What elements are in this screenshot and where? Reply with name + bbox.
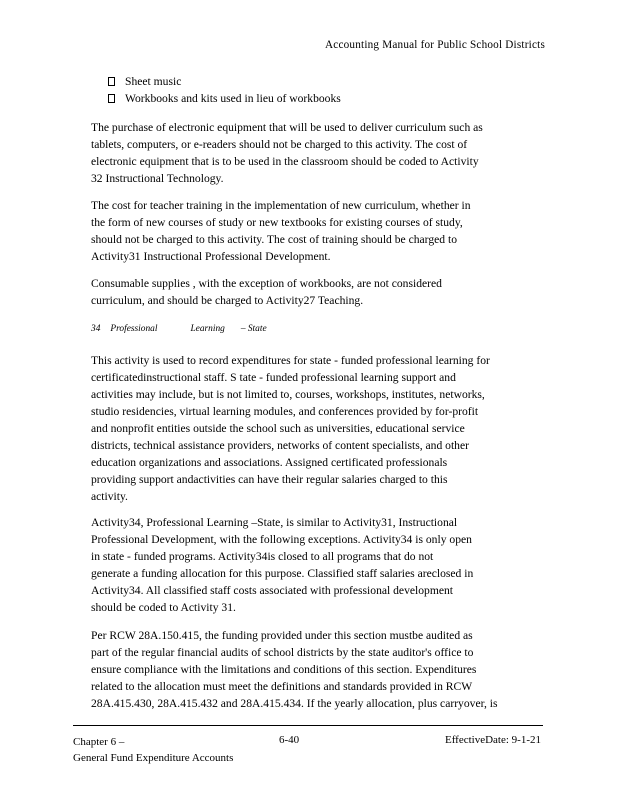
text-line: Per RCW 28A.150.415, the funding provided under this section mustbe audited as — [91, 629, 473, 642]
list-item — [108, 73, 341, 90]
footer-divider — [73, 725, 543, 726]
paragraph-teacher-training — [91, 197, 541, 265]
text-line: Activity31 Instructional Professional Development. — [91, 250, 331, 263]
text-line: studio residencies, virtual learning modules, and conferences provided by for-profit — [91, 405, 479, 418]
list-item-text: Sheet music — [125, 75, 182, 88]
text-line: related to the allocation must meet the definitions and standards provided in RCW — [91, 680, 473, 693]
bullet-list — [108, 73, 341, 107]
text-line: Activity34, Professional Learning –State, is similar to Activity31, Instructional — [91, 516, 458, 529]
paragraph-consumable-supplies — [91, 275, 541, 309]
text-line: The purchase of electronic equipment that will be used to deliver curriculum such as — [91, 121, 483, 134]
footer-chapter-title: General Fund Expenditure Accounts — [73, 752, 234, 764]
text-line: Consumable supplies , with the exception of workbooks, are not considered — [91, 277, 442, 290]
heading-word: Professional — [110, 324, 158, 334]
checkbox-bullet-icon — [108, 94, 115, 103]
text-line: 28A.415.430, 28A.415.432 and 28A.415.434. If the yearly allocation, plus carryover, is — [91, 697, 498, 710]
text-line: The cost for teacher training in the implementation of new curriculum, whether in — [91, 199, 471, 212]
paragraph-activity34-comparison — [91, 514, 541, 616]
paragraph-rcw-audit — [91, 627, 541, 712]
text-line: Activity34. All classified staff costs associated with professional development — [91, 584, 454, 597]
text-line: providing support andactivities can have their regular salaries charged to this — [91, 473, 448, 486]
text-line: should be coded to Activity 31. — [91, 601, 236, 614]
running-header: Accounting Manual for Public School Districts — [325, 39, 545, 51]
text-line: should not be charged to this activity. The cost of training should be charged to — [91, 233, 457, 246]
section-number: 34 — [91, 324, 101, 334]
text-line: activities may include, but is not limited to, courses, workshops, institutes, networks, — [91, 388, 485, 401]
list-item-text: Workbooks and kits used in lieu of workbooks — [125, 92, 341, 105]
footer-chapter-number: Chapter 6 – — [73, 736, 125, 748]
text-line: curriculum, and should be charged to Activity27 Teaching. — [91, 294, 364, 307]
text-line: electronic equipment that is to be used in the classroom should be coded to Activity — [91, 155, 479, 168]
text-line: ensure compliance with the limitations and conditions of this section. Expenditures — [91, 663, 477, 676]
text-line: districts, technical assistance providers, networks of content specialists, and other — [91, 439, 469, 452]
text-line: tablets, computers, or e-readers should not be charged to this activity. The cost of — [91, 138, 468, 151]
section-heading — [91, 324, 267, 334]
footer-chapter — [73, 734, 233, 766]
text-line: and nonprofit entities outside the school such as universities, educational service — [91, 422, 465, 435]
paragraph-activity-description — [91, 352, 541, 505]
text-line: generate a funding allocation for this purpose. Classified staff salaries areclosed in — [91, 567, 474, 580]
paragraph-electronic-equipment — [91, 119, 541, 187]
text-line: activity. — [91, 490, 128, 503]
list-item — [108, 90, 341, 107]
text-line: part of the regular financial audits of school districts by the state auditor's office to — [91, 646, 474, 659]
heading-word: Learning — [190, 324, 225, 334]
text-line: education organizations and associations. Assigned certificated professionals — [91, 456, 448, 469]
checkbox-bullet-icon — [108, 77, 115, 86]
text-line: the form of new courses of study or new textbooks for existing courses of study, — [91, 216, 463, 229]
text-line: Professional Development, with the following exceptions. Activity34 is only open — [91, 533, 472, 546]
effective-date: EffectiveDate: 9-1-21 — [444, 734, 541, 746]
text-line: This activity is used to record expenditures for state - funded professional learning for — [91, 354, 490, 367]
heading-word: – State — [240, 324, 267, 334]
page-number: 6-40 — [279, 734, 300, 746]
text-line: certificatedinstructional staff. S tate - funded professional learning support and — [91, 371, 456, 384]
text-line: 32 Instructional Technology. — [91, 172, 224, 185]
text-line: in state - funded programs. Activity34is closed to all programs that do not — [91, 550, 434, 563]
